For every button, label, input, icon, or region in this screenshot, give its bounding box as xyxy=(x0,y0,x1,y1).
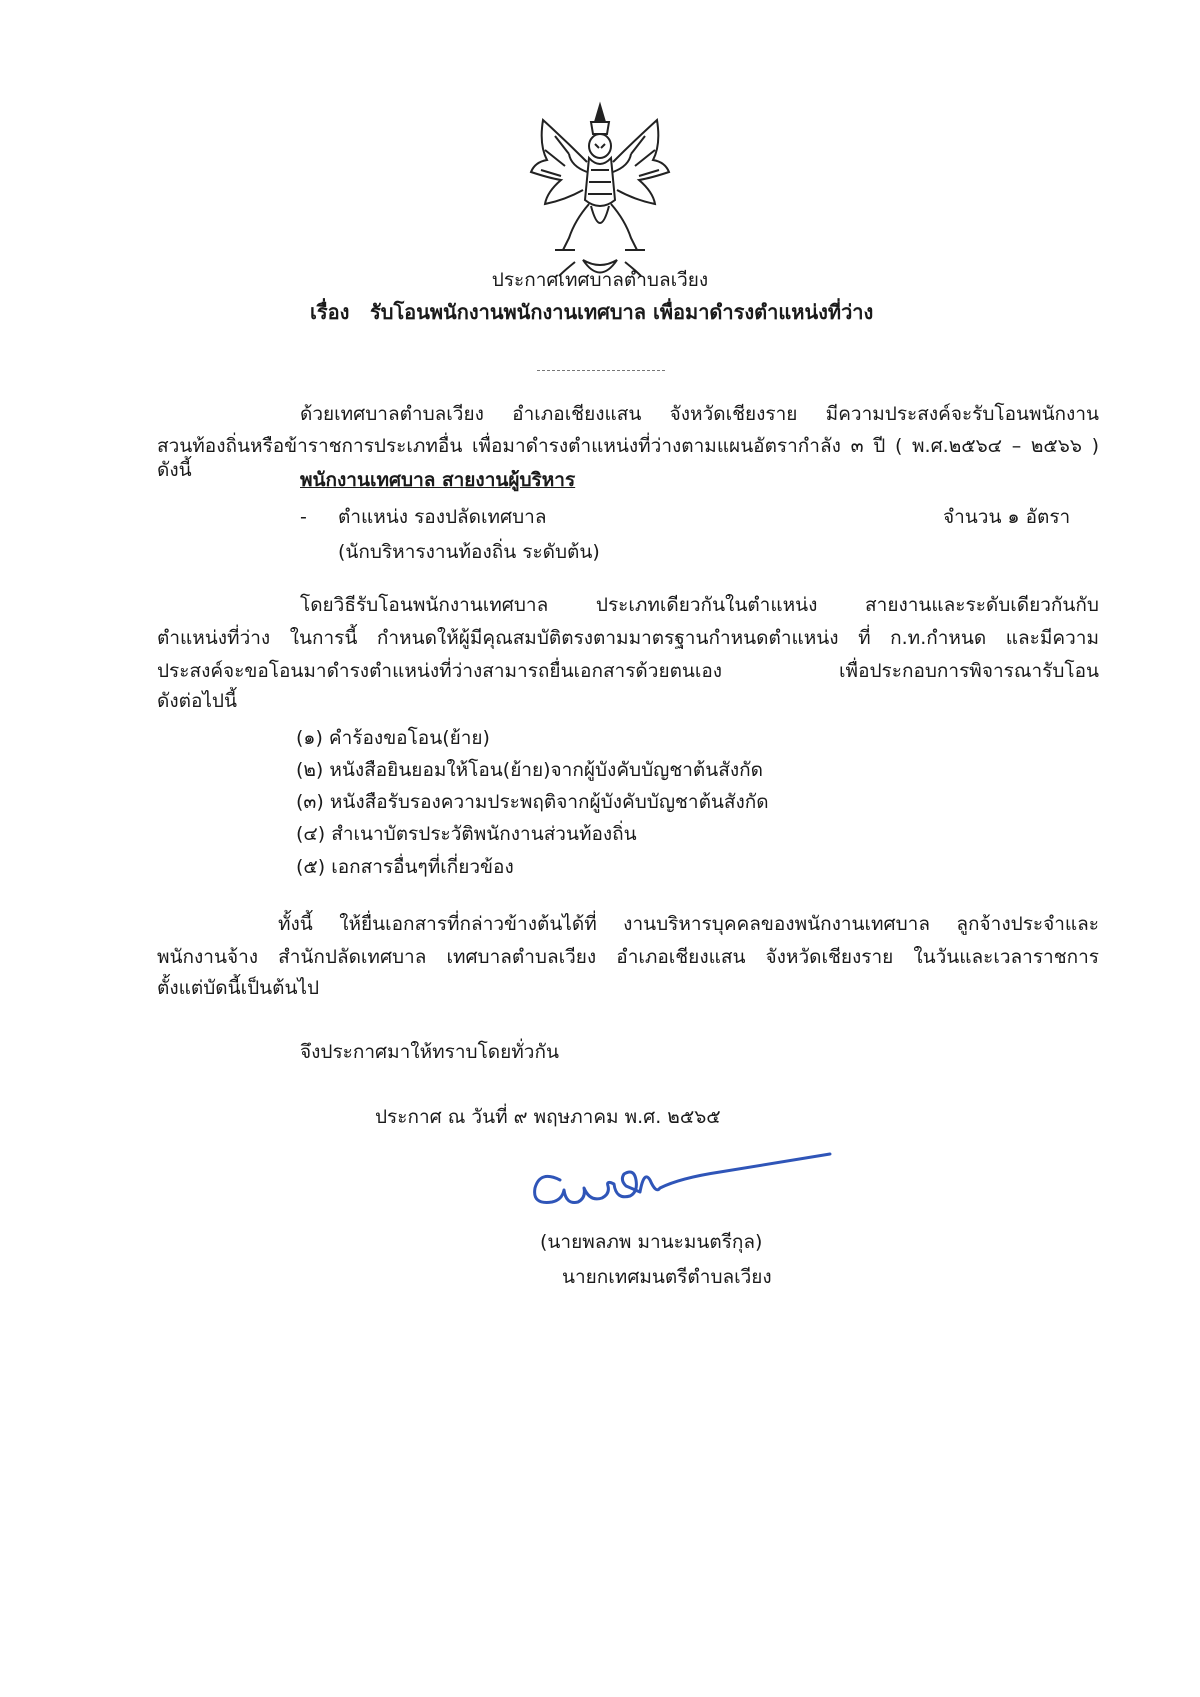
intro-line-2: สวนท้องถิ่นหรือข้าราชการประเภทอื่น เพื่อมาดำรงตำแหน่งที่ว่างตามแผนอัตรากำลัง ๓ ปี ( พ.ศ.๒๕๖๔ – ๒๕๖๖ ) ดังนี้ xyxy=(157,435,1099,481)
intro-line-1: ด้วยเทศบาลตำบลเวียง อำเภอเชียงแสน จังหวัดเชียงราย มีความประสงค์จะรับโอนพนักงาน xyxy=(300,403,1099,425)
issuer-heading: ประกาศเทศบาลตำบลเวียง xyxy=(491,269,709,291)
document-item-5: (๕) เอกสารอื่นๆที่เกี่ยวข้อง xyxy=(296,856,514,878)
subject-label: เรื่อง xyxy=(310,300,350,324)
closing-statement: จึงประกาศมาให้ทราบโดยทั่วกัน xyxy=(300,1041,559,1063)
position-title: ตำแหน่ง รองปลัดเทศบาล xyxy=(338,506,547,528)
position-count: จำนวน ๑ อัตรา xyxy=(943,506,1071,528)
document-item-3: (๓) หนังสือรับรองความประพฤติจากผู้บังคับบัญชาต้นสังกัด xyxy=(296,791,769,813)
signature-icon xyxy=(520,1150,840,1220)
document-item-1: (๑) คำร้องขอโอน(ย้าย) xyxy=(296,727,490,749)
title-separator xyxy=(537,370,665,371)
position-level: (นักบริหารงานท้องถิ่น ระดับต้น) xyxy=(338,541,600,563)
signatory-name: (นายพลภพ มานะมนตรีกุล) xyxy=(540,1231,763,1253)
method-line-3: ประสงค์จะขอโอนมาดำรงตำแหน่งที่ว่างสามารถยื่นเอกสารด้วยตนเอง เพื่อประกอบการพิจารณารับโอน xyxy=(157,660,1099,682)
subject-title: รับโอนพนักงานพนักงานเทศบาล เพื่อมาดำรงตำแหน่งที่ว่าง xyxy=(370,300,874,324)
method-line-4: ดังต่อไปนี้ xyxy=(157,690,237,712)
submission-line-2: พนักงานจ้าง สำนักปลัดเทศบาล เทศบาลตำบลเวียง อำเภอเชียงแสน จังหวัดเชียงราย ในวันและเวลาราชการ xyxy=(157,946,1099,968)
document-item-4: (๔) สำเนาบัตรประวัติพนักงานส่วนท้องถิ่น xyxy=(296,823,637,845)
submission-line-1: ทั้งนี้ ให้ยื่นเอกสารที่กล่าวข้างต้นได้ที่ งานบริหารบุคคลของพนักงานเทศบาล ลูกจ้างประจำและ xyxy=(278,913,1099,935)
position-dash: - xyxy=(300,506,307,528)
submission-line-3: ตั้งแต่บัดนี้เป็นต้นไป xyxy=(157,977,320,999)
method-line-1: โดยวิธีรับโอนพนักงานเทศบาล ประเภทเดียวกันในตำแหน่ง สายงานและระดับเดียวกันกับ xyxy=(300,594,1099,616)
document-item-2: (๒) หนังสือยินยอมให้โอน(ย้าย)จากผู้บังคับบัญชาต้นสังกัด xyxy=(296,759,763,781)
position-heading: พนักงานเทศบาล สายงานผู้บริหาร xyxy=(300,469,576,491)
garuda-emblem-icon xyxy=(525,100,675,285)
announcement-date: ประกาศ ณ วันที่ ๙ พฤษภาคม พ.ศ. ๒๕๖๕ xyxy=(375,1106,721,1128)
signatory-title: นายกเทศมนตรีตำบลเวียง xyxy=(562,1266,772,1288)
method-line-2: ตำแหน่งที่ว่าง ในการนี้ กำหนดให้ผู้มีคุณสมบัติตรงตามมาตรฐานกำหนดตำแหน่ง ที่ ก.ท.กำหนด และมีความ xyxy=(157,627,1099,649)
